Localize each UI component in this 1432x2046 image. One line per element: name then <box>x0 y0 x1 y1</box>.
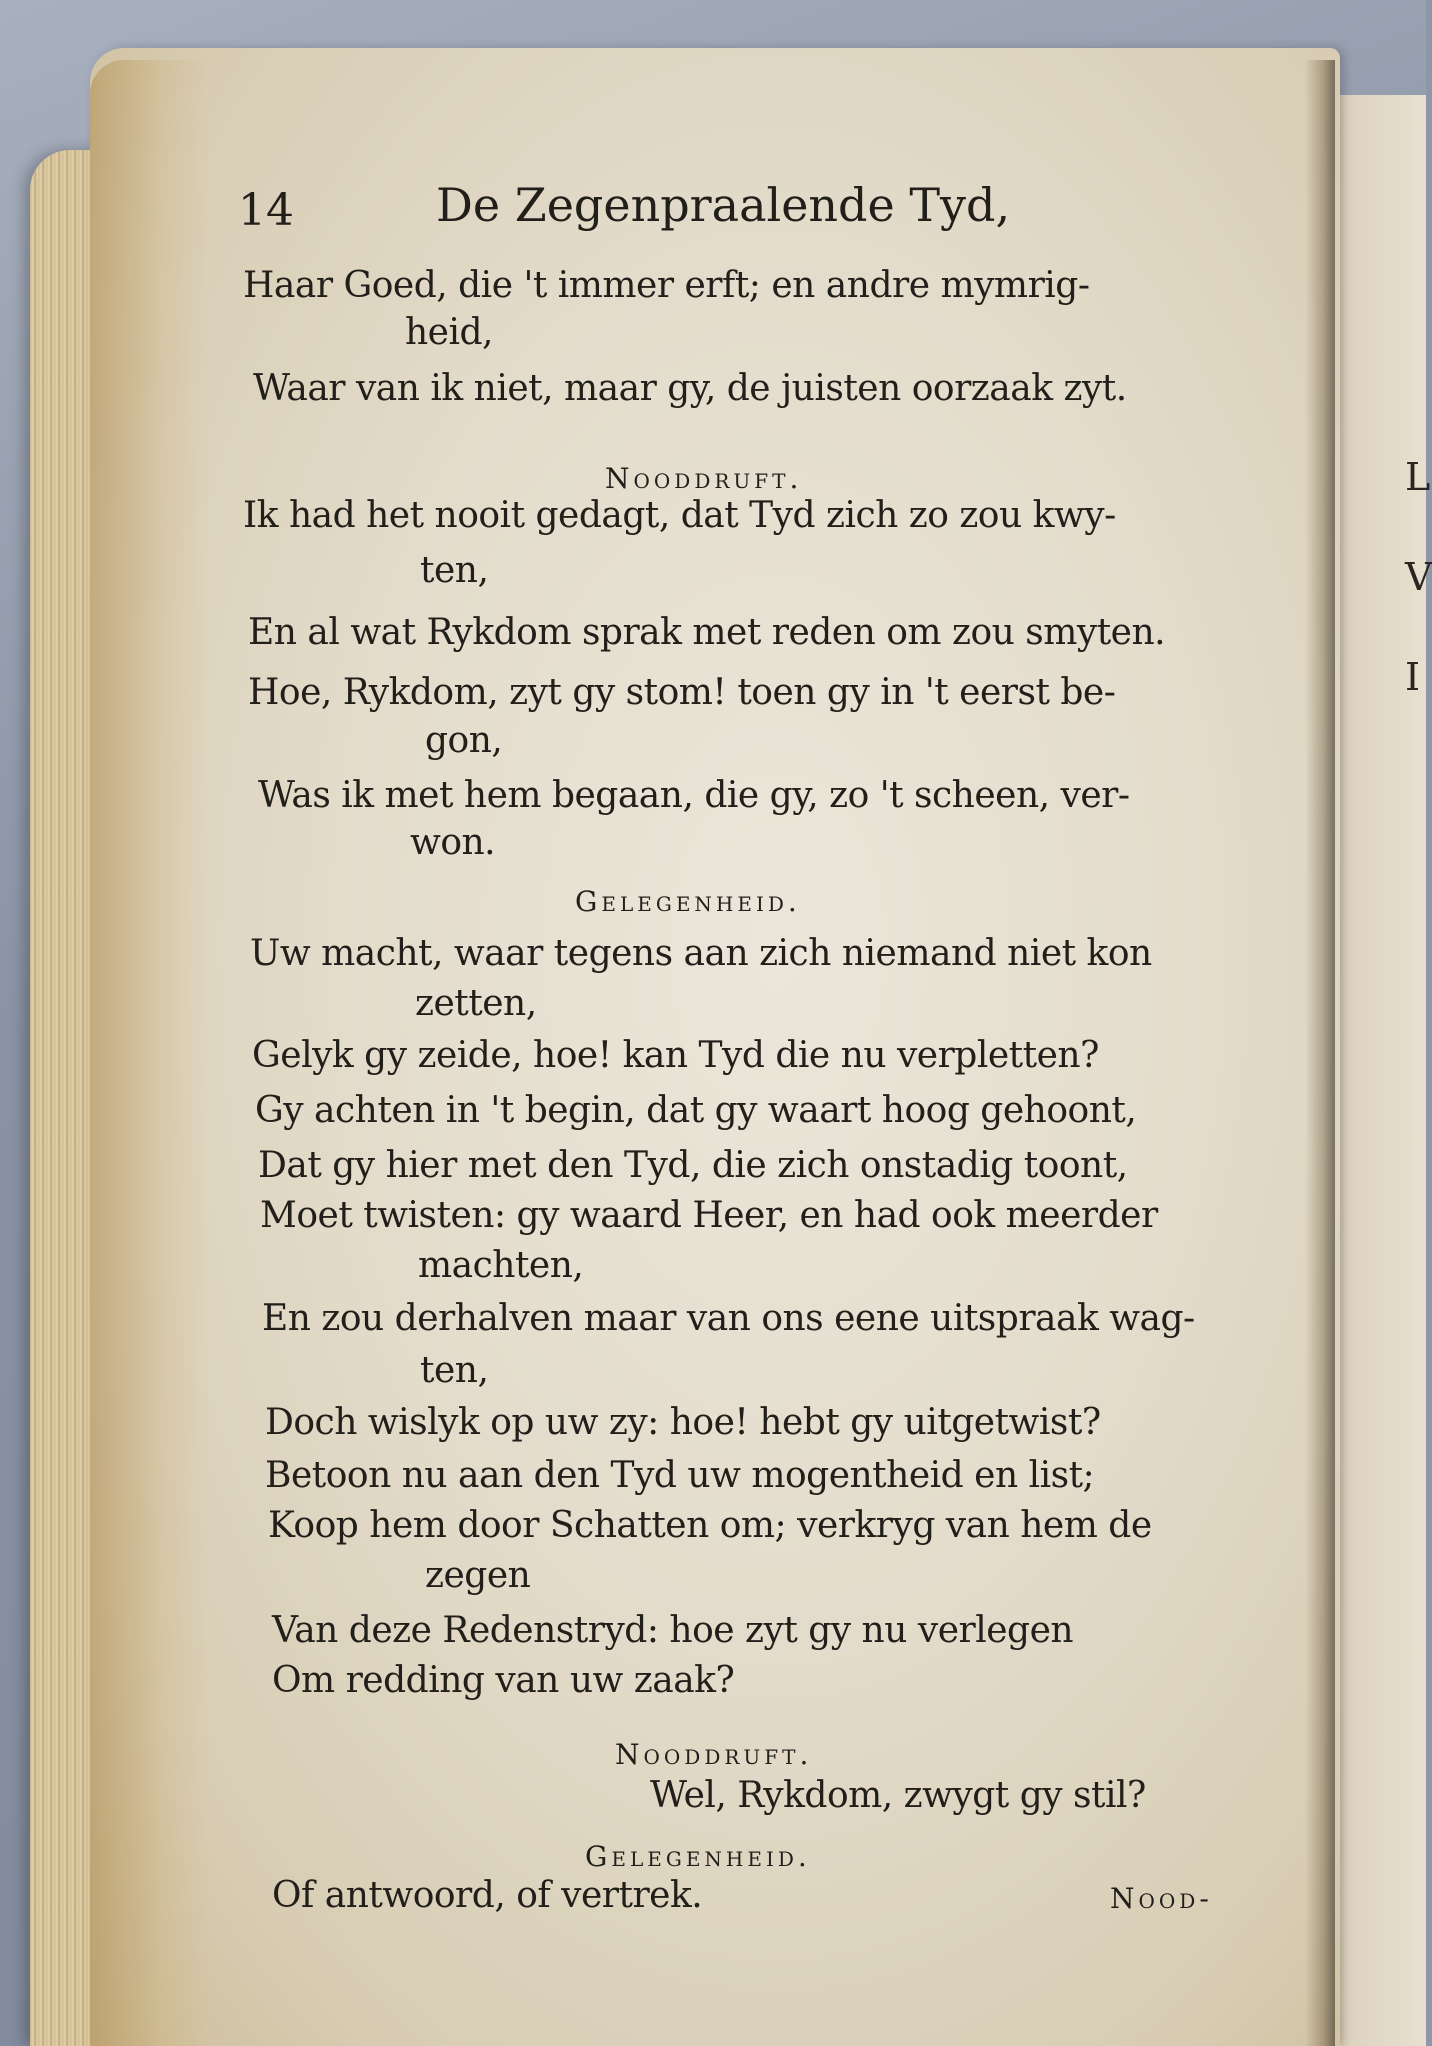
verse-line-continuation: zegen <box>425 1555 531 1596</box>
verse-line-continuation: gon, <box>425 720 503 761</box>
facing-page-letter: L <box>1405 455 1431 499</box>
speaker-heading: Nooddruft. <box>615 1738 813 1771</box>
verse-line: Was ik met hem begaan, die gy, zo 't scheen, ver- <box>258 775 1130 816</box>
verse-line: Koop hem door Schatten om; verkryg van hem de <box>268 1505 1152 1546</box>
verse-line: Waar van ik niet, maar gy, de juisten oorzaak zyt. <box>253 368 1127 409</box>
verse-line: Om redding van uw zaak? <box>272 1660 735 1701</box>
verse-line: Van deze Redenstryd: hoe zyt gy nu verlegen <box>272 1610 1074 1651</box>
page-number: 14 <box>238 185 294 236</box>
verse-line: Haar Goed, die 't immer erft; en andre mymrig- <box>243 265 1090 306</box>
verse-line-continuation: won. <box>410 822 496 863</box>
verse-line: Dat gy hier met den Tyd, die zich onstadig toont, <box>258 1145 1128 1186</box>
verse-line: Wel, Rykdom, zwygt gy stil? <box>650 1775 1146 1816</box>
verse-line-continuation: zetten, <box>415 983 537 1024</box>
verse-line: Doch wislyk op uw zy: hoe! hebt gy uitgetwist? <box>265 1402 1101 1443</box>
verse-line: Of antwoord, of vertrek. <box>272 1875 703 1916</box>
page-stain <box>90 60 210 2046</box>
verse-line: En zou derhalven maar van ons eene uitspraak wag- <box>262 1298 1195 1339</box>
verse-line: Uw macht, waar tegens aan zich niemand niet kon <box>250 933 1152 974</box>
book-gutter <box>1305 60 1335 2046</box>
verse-line-continuation: machten, <box>418 1245 584 1286</box>
speaker-heading: Nooddruft. <box>605 462 803 495</box>
facing-page-letter: I <box>1405 655 1421 699</box>
running-title: De Zegenpraalende Tyd, <box>436 178 1011 232</box>
speaker-heading: Gelegenheid. <box>575 885 801 918</box>
verse-line: Ik had het nooit gedagt, dat Tyd zich zo zou kwy- <box>243 495 1116 536</box>
verse-line: En al wat Rykdom sprak met reden om zou smyten. <box>248 612 1166 653</box>
verse-line: Moet twisten: gy waard Heer, en had ook meerder <box>260 1195 1158 1236</box>
facing-page-letter: V <box>1405 555 1432 599</box>
verse-line-continuation: heid, <box>405 312 493 353</box>
verse-line: Betoon nu aan den Tyd uw mogentheid en list; <box>265 1455 1095 1496</box>
catchword: Nood- <box>1110 1882 1213 1915</box>
verse-line: Hoe, Rykdom, zyt gy stom! toen gy in 't eerst be- <box>248 672 1116 713</box>
verse-line: Gy achten in 't begin, dat gy waart hoog gehoont, <box>255 1090 1137 1131</box>
verse-line: Gelyk gy zeide, hoe! kan Tyd die nu verpletten? <box>252 1035 1099 1076</box>
verse-line-continuation: ten, <box>420 1350 489 1391</box>
speaker-heading: Gelegenheid. <box>585 1840 811 1873</box>
verse-line-continuation: ten, <box>420 550 489 591</box>
